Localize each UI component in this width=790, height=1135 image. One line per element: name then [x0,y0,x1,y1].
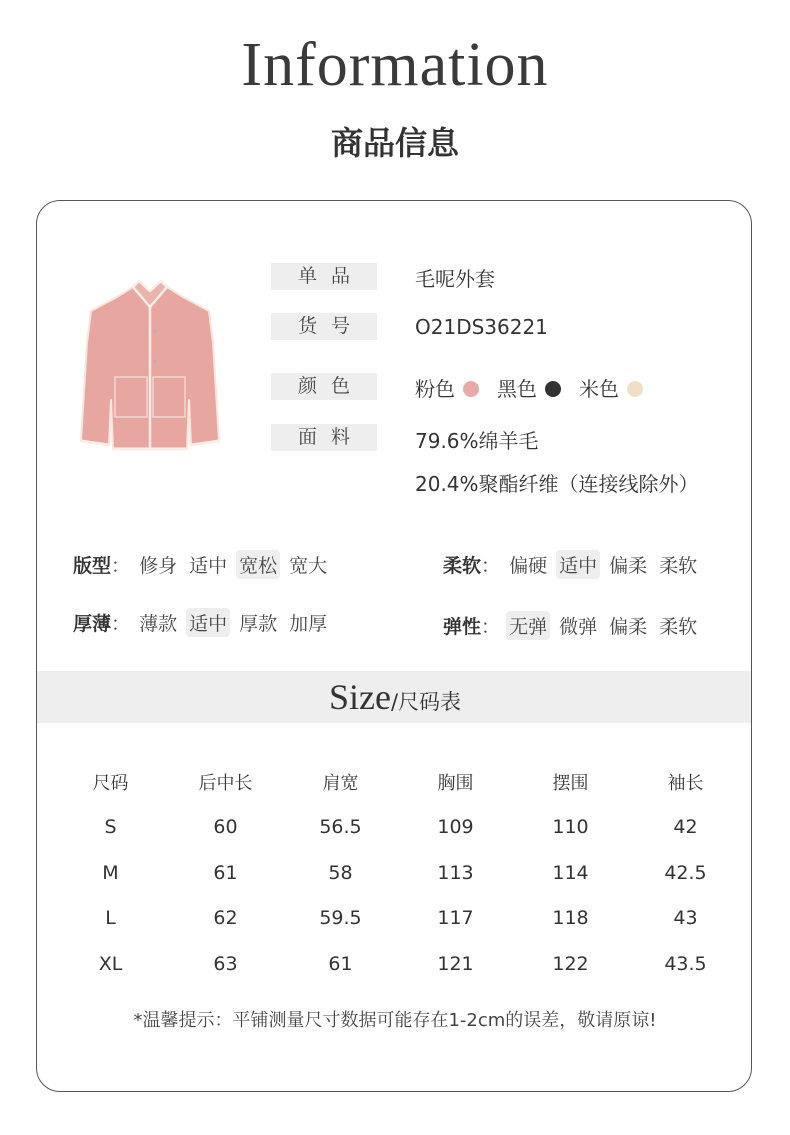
size-cell: L [105,907,116,930]
label-sku: 货号 [271,313,377,340]
size-title-cn: /尺码表 [390,690,462,714]
size-cell: XL [98,952,123,975]
size-cell: 113 [437,861,474,884]
attr-option: 厚款 [239,613,278,635]
color-list [415,373,661,402]
value-item: 毛呢外套 [415,267,495,291]
size-cell: 60 [213,816,238,839]
size-col-header: 摆围 [552,772,589,794]
size-title-en: Size [328,677,391,717]
value-fabric-2: 20.4%聚酯纤维（连接线除外） [415,472,699,496]
attr-elasticity [443,611,706,640]
size-row [53,896,743,942]
attr-option: 柔软 [659,616,698,638]
size-row [53,850,743,896]
size-cell: 114 [552,861,589,884]
label-color: 颜色 [271,373,377,400]
attr-name: 弹性 [443,616,482,638]
color-swatch-beige [627,381,643,397]
attr-option: 修身 [139,555,178,577]
attr-option: 适中 [186,608,230,637]
size-row [53,941,743,987]
size-cell: 109 [437,816,474,839]
attr-name: 柔软 [443,555,482,577]
size-cell: 42.5 [664,861,707,884]
attr-option: 宽大 [289,555,328,577]
attr-option: 偏硬 [509,555,548,577]
page-title-cn: 商品信息 [330,124,459,162]
size-cell: 43.5 [664,952,707,975]
size-cell: 122 [552,952,589,975]
attr-option: 偏柔 [609,616,648,638]
size-col-header: 后中长 [198,772,253,794]
attr-colon: ： [111,613,137,635]
color-name-beige: 米色 [579,377,619,401]
size-col-header: 肩宽 [322,772,359,794]
label-item: 单品 [271,263,377,290]
size-table-header [53,759,743,805]
attr-colon: ： [481,616,507,638]
label-fabric: 面料 [271,424,377,451]
size-cell: 61 [213,861,238,884]
attr-option: 微弹 [559,616,598,638]
attr-option: 宽松 [236,550,280,579]
color-swatch-black [545,381,561,397]
size-cell: 62 [213,907,238,930]
color-swatch-pink [463,381,479,397]
color-name-pink: 粉色 [415,377,455,401]
size-cell: 121 [437,952,474,975]
attr-thickness [73,608,336,637]
product-image [73,273,227,453]
attr-name: 厚薄 [73,613,112,635]
attr-option: 柔软 [659,555,698,577]
value-sku: O21DS36221 [415,315,548,339]
attr-option: 适中 [556,550,600,579]
attr-name: 版型 [73,555,112,577]
attr-option: 偏柔 [609,555,648,577]
info-card [36,200,752,1092]
size-cell: 61 [328,952,353,975]
size-cell: 110 [552,816,589,839]
size-table [53,759,743,987]
color-name-black: 黑色 [497,377,537,401]
size-col-header: 胸围 [437,772,474,794]
measurement-note: *温馨提示：平铺测量尺寸数据可能存在1-2cm的误差，敬请原谅! [133,1010,657,1031]
size-cell: 118 [552,907,589,930]
size-cell: 42 [673,816,698,839]
value-fabric-1: 79.6%绵羊毛 [415,429,539,453]
attr-colon: ： [111,555,137,577]
size-cell: S [104,816,117,839]
size-section-header [37,671,752,723]
attr-fit [73,550,336,579]
size-cell: 117 [437,907,474,930]
size-cell: 59.5 [319,907,362,930]
page-title-en: Information [241,31,549,99]
size-row [53,805,743,851]
attr-option: 无弹 [506,611,550,640]
size-cell: 43 [673,907,698,930]
size-cell: 58 [328,861,353,884]
attr-option: 薄款 [139,613,178,635]
size-col-header: 尺码 [92,772,129,794]
size-cell: 63 [213,952,238,975]
attr-option: 适中 [189,555,228,577]
attr-colon: ： [481,555,507,577]
size-cell: 56.5 [319,816,362,839]
size-col-header: 袖长 [667,772,704,794]
attr-softness [443,550,706,579]
attr-option: 加厚 [289,613,328,635]
size-cell: M [102,861,119,884]
